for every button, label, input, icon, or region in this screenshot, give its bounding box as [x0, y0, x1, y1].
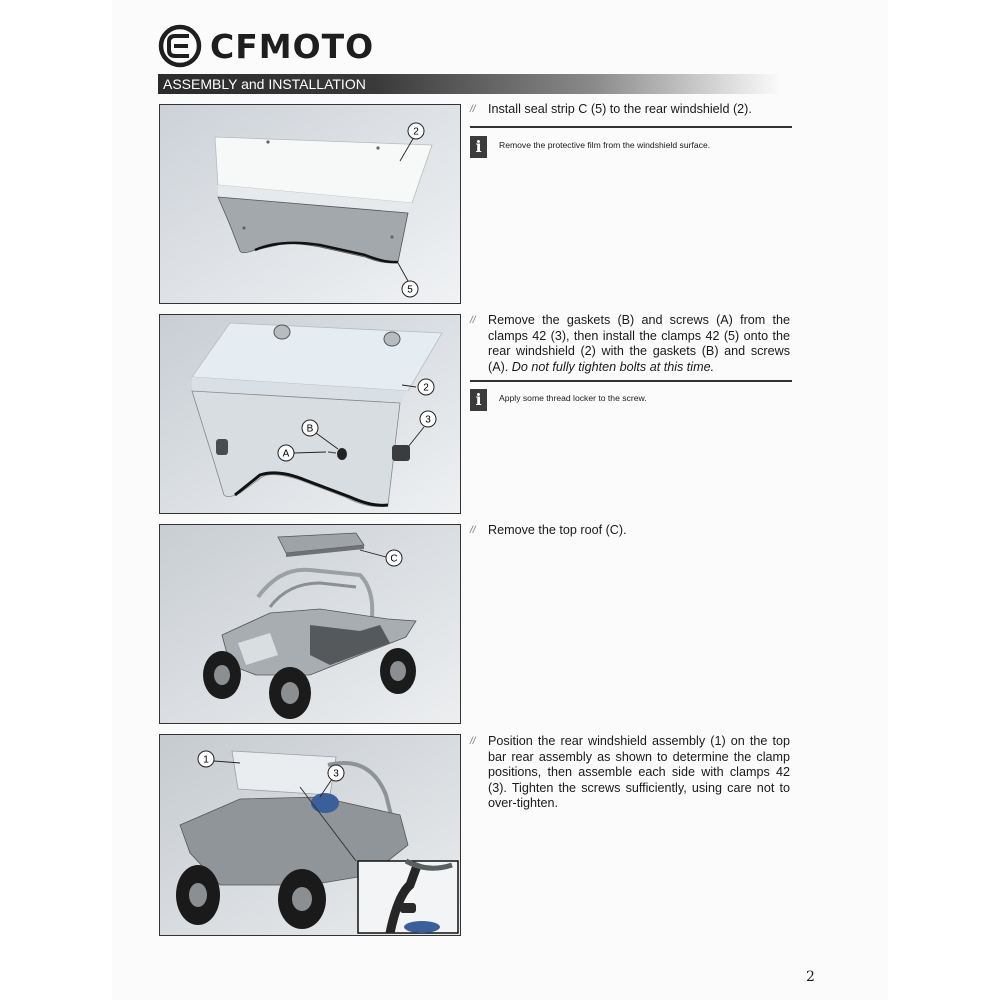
svg-text:A: A	[282, 448, 290, 460]
figure-top-roof	[159, 524, 461, 724]
section-header	[158, 74, 780, 94]
step-2: // Remove the gaskets (B) and screws (A) from the clamps 42 (3), then install the clamps 42 (5) onto the rear windshield (2) with the gaskets (B) and screws (A). Do not fully tighten bolts at this time.	[470, 313, 790, 374]
step-2-text: Remove the gaskets (B) and screws (A) from the clamps 42 (3), then install the clamps 42 (5) onto the rear windshield (2) with the gaskets (B) and screws (A).	[488, 313, 790, 374]
windshield-seal-illustration	[160, 105, 460, 303]
rear-windshield-position-illustration	[160, 735, 460, 935]
step-3-text: Remove the top roof (C).	[488, 523, 627, 537]
brand-name: CFMOTO	[210, 26, 375, 66]
inset-detail	[358, 861, 458, 933]
cfmoto-logo-icon	[158, 24, 202, 68]
clamp-shape	[392, 445, 410, 461]
svg-text:2: 2	[423, 382, 429, 394]
step-2-warning: Do not fully tighten bolts at this time.	[511, 359, 715, 374]
divider	[470, 126, 792, 128]
svg-text:3: 3	[425, 414, 431, 426]
brand-logo	[158, 22, 374, 70]
windshield-clamp-illustration	[160, 315, 460, 513]
svg-text:1: 1	[203, 754, 209, 766]
svg-text:C: C	[390, 553, 398, 565]
svg-text:2: 2	[413, 126, 419, 138]
svg-text:3: 3	[333, 768, 339, 780]
figure-rear-windshield-assembly	[159, 734, 461, 936]
divider	[470, 380, 792, 382]
section-title: ASSEMBLY and INSTALLATION	[163, 76, 366, 92]
step-4: // Position the rear windshield assembly (1) on the top bar rear assembly as shown to determine the clamp positions, then assemble each side with clamps 42 (3). Tighten the screws sufficiently, using care not to over-tighten.	[470, 734, 790, 810]
figure-clamps	[159, 314, 461, 514]
note-2	[470, 389, 647, 411]
step-1-text: Install seal strip C (5) to the rear windshield (2).	[488, 102, 752, 116]
note-1	[470, 136, 710, 158]
step-4-text: Position the rear windshield assembly (1) on the top bar rear assembly as shown to determine the clamp positions, then assemble each side with clamps 42 (3). Tighten the screws sufficiently, using care not to over-tighten.	[488, 734, 790, 810]
note-2-text: Apply some thread locker to the screw.	[499, 393, 647, 403]
note-1-text: Remove the protective film from the windshield surface.	[499, 140, 711, 150]
info-icon: i	[470, 389, 487, 411]
page-number: 2	[806, 969, 815, 985]
step-1: // Install seal strip C (5) to the rear windshield (2).	[470, 102, 790, 118]
info-icon: i	[470, 136, 487, 158]
svg-text:5: 5	[407, 284, 413, 296]
step-3: // Remove the top roof (C).	[470, 523, 790, 539]
vehicle-roof-removal-illustration	[160, 525, 460, 723]
figure-seal-strip	[159, 104, 461, 304]
svg-text:B: B	[306, 423, 314, 435]
